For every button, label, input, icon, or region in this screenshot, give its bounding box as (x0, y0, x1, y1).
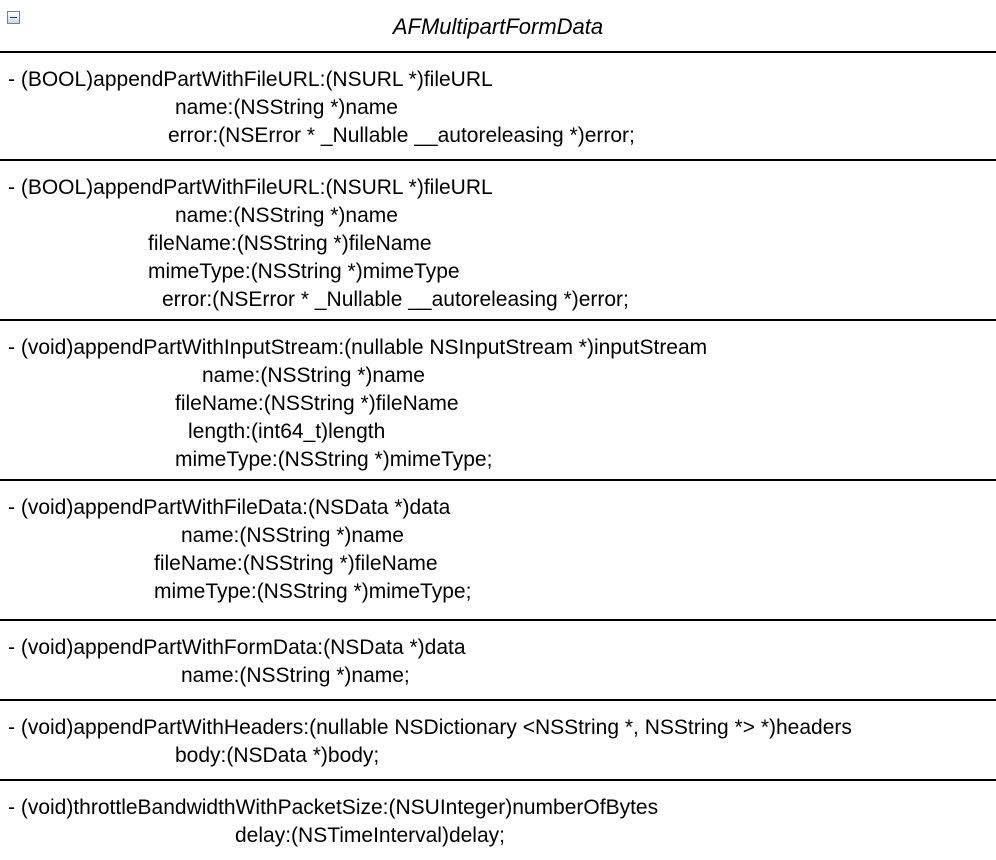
method-parameter-line: fileName:(NSString *)fileName (175, 392, 459, 415)
method-parameter-line: name:(NSString *)name (202, 364, 425, 387)
method-parameter-line: name:(NSString *)name (175, 96, 398, 119)
method-signature-line: - (void)throttleBandwidthWithPacketSize:(NSUInteger)numberOfBytes (8, 796, 659, 819)
method-parameter-line: name:(NSString *)name (181, 524, 404, 547)
divider (0, 779, 996, 781)
method-signature-line: - (void)appendPartWithInputStream:(nullable NSInputStream *)inputStream (8, 336, 708, 359)
method-parameter-line: body:(NSData *)body; (175, 744, 380, 767)
method-signature-line: - (BOOL)appendPartWithFileURL:(NSURL *)fileURL (8, 68, 493, 91)
method-parameter-line: mimeType:(NSString *)mimeType (148, 260, 460, 283)
divider (0, 319, 996, 321)
method-parameter-line: name:(NSString *)name; (181, 664, 410, 687)
method-signature-line: - (BOOL)appendPartWithFileURL:(NSURL *)fileURL (8, 176, 493, 199)
method-signature-line: - (void)appendPartWithFileData:(NSData *)data (8, 496, 451, 519)
method-parameter-line: delay:(NSTimeInterval)delay; (235, 824, 505, 847)
divider (0, 479, 996, 481)
method-parameter-line: name:(NSString *)name (175, 204, 398, 227)
divider (0, 51, 996, 53)
method-parameter-line: fileName:(NSString *)fileName (148, 232, 432, 255)
divider (0, 619, 996, 621)
method-parameter-line: mimeType:(NSString *)mimeType; (154, 580, 472, 603)
divider (0, 159, 996, 161)
class-title: AFMultipartFormData (392, 14, 604, 39)
method-parameter-line: mimeType:(NSString *)mimeType; (175, 448, 493, 471)
method-signature-line: - (void)appendPartWithFormData:(NSData *)data (8, 636, 466, 659)
method-parameter-line: error:(NSError * _Nullable __autoreleasing *)error; (168, 124, 635, 147)
method-parameter-line: error:(NSError * _Nullable __autoreleasing *)error; (162, 288, 629, 311)
method-parameter-line: fileName:(NSString *)fileName (154, 552, 438, 575)
divider (0, 699, 996, 701)
method-signature-line: - (void)appendPartWithHeaders:(nullable NSDictionary <NSString *, NSString *> *)headers (8, 716, 852, 739)
method-parameter-line: length:(int64_t)length (188, 420, 386, 443)
